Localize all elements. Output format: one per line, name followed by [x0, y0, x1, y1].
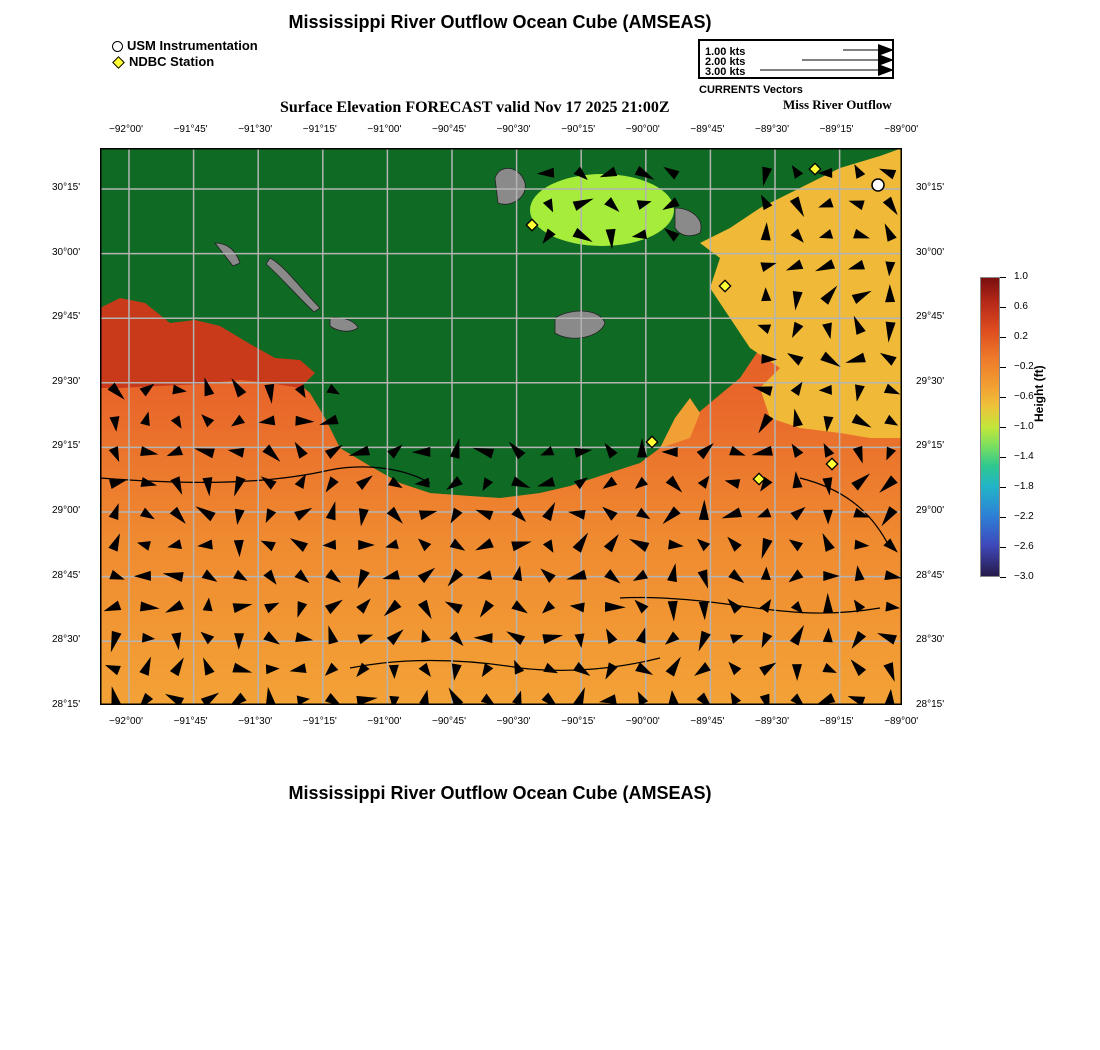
lat-tick-left: 29°00' [52, 505, 81, 516]
lon-tick-bottom: −89°30' [755, 716, 789, 727]
vector-scale-arrows-icon [698, 39, 894, 79]
colorbar-tick-label: −1.8 [1014, 481, 1034, 492]
lon-tick-top: −91°15' [302, 124, 337, 135]
colorbar-tick-mark [1000, 577, 1006, 578]
colorbar-tick-label: −1.4 [1014, 451, 1034, 462]
colorbar-tick-label: −0.2 [1014, 361, 1034, 372]
ndbc-legend-label: NDBC Station [129, 54, 215, 69]
lat-tick-right: 29°45' [916, 311, 945, 323]
vector-scale-1kt: 1.00 kts [705, 46, 746, 58]
lon-tick-bottom: −92°00' [109, 716, 143, 727]
lat-tick-right: 30°15' [916, 182, 945, 193]
lon-tick-bottom: −89°45' [690, 716, 725, 727]
lon-tick-bottom: −90°45' [432, 716, 466, 727]
lon-tick-top: −91°30' [238, 124, 273, 135]
colorbar-tick-mark [1000, 517, 1006, 518]
lat-tick-right: 30°00' [916, 246, 945, 258]
lon-tick-top: −91°45' [173, 124, 208, 135]
lon-tick-top: −90°00' [625, 124, 660, 135]
lat-tick-left: 29°45' [52, 311, 81, 323]
lon-tick-top: −92°00' [109, 124, 143, 135]
station-legend [112, 38, 258, 70]
lon-tick-bottom: −89°00' [884, 716, 919, 727]
lon-tick-top: −89°30' [755, 124, 789, 135]
lon-tick-bottom: −91°45' [173, 716, 208, 727]
lon-tick-bottom: −90°30' [496, 716, 531, 727]
lon-tick-bottom: −90°00' [625, 716, 660, 727]
colorbar-tick-mark [1000, 397, 1006, 398]
lat-tick-left: 29°15' [52, 440, 81, 452]
lon-tick-top: −89°45' [690, 124, 725, 135]
usm-legend-label: USM Instrumentation [127, 38, 258, 53]
colorbar-tick-mark [1000, 277, 1006, 278]
lat-tick-left: 30°15' [52, 182, 81, 193]
colorbar-tick-label: −1.0 [1014, 421, 1034, 432]
colorbar-tick-mark [1000, 457, 1006, 458]
lat-tick-left: 29°30' [52, 375, 81, 387]
lon-tick-bottom: −89°15' [819, 716, 854, 727]
colorbar-tick-mark [1000, 367, 1006, 368]
map-svg [100, 148, 902, 705]
lon-tick-top: −89°15' [819, 124, 854, 135]
colorbar-tick-label: −3.0 [1014, 571, 1034, 582]
lat-tick-left: 28°45' [52, 569, 81, 581]
vector-scale-box [698, 39, 894, 79]
colorbar-tick-mark [1000, 337, 1006, 338]
vector-scale-3kt: 3.00 kts [705, 66, 746, 78]
usm-legend-entry [112, 38, 258, 54]
colorbar [980, 277, 1000, 577]
lat-tick-right: 29°00' [916, 505, 945, 516]
colorbar-tick-mark [1000, 547, 1006, 548]
lon-tick-bottom: −91°15' [302, 716, 337, 727]
colorbar-title: Height (ft) [1032, 365, 1046, 422]
region-label: Miss River Outflow [783, 97, 892, 112]
colorbar-tick-label: −2.2 [1014, 511, 1034, 522]
lat-tick-right: 29°15' [916, 440, 945, 452]
lon-tick-bottom: −91°30' [238, 716, 273, 727]
map-subtitle: Surface Elevation FORECAST valid Nov 17 2025 21:00Z [280, 99, 670, 116]
lon-tick-top: −89°00' [884, 124, 919, 135]
bottom-title: Mississippi River Outflow Ocean Cube (AMSEAS) [288, 783, 712, 803]
lat-tick-right: 28°45' [916, 569, 945, 581]
colorbar-tick-label: −0.6 [1014, 391, 1034, 402]
lon-tick-bottom: −90°15' [561, 716, 596, 727]
lon-tick-top: −91°00' [367, 124, 402, 135]
lon-tick-top: −90°30' [496, 124, 531, 135]
colorbar-tick-label: 0.2 [1014, 331, 1028, 342]
colorbar-tick-mark [1000, 487, 1006, 488]
colorbar-tick-mark [1000, 427, 1006, 428]
colorbar-tick-label: 0.6 [1014, 301, 1028, 312]
lon-tick-top: −90°45' [432, 124, 466, 135]
lat-tick-right: 29°30' [916, 375, 945, 387]
vector-scale-2kt: 2.00 kts [705, 56, 746, 68]
page-title: Mississippi River Outflow Ocean Cube (AMSEAS) [288, 12, 712, 32]
colorbar-tick-mark [1000, 307, 1006, 308]
colorbar-tick-label: 1.0 [1014, 271, 1028, 282]
usm-station [872, 179, 884, 191]
lat-tick-left: 28°15' [52, 698, 81, 710]
lon-tick-top: −90°15' [561, 124, 596, 135]
lat-tick-right: 28°30' [916, 634, 945, 646]
colorbar-tick-label: −2.6 [1014, 541, 1034, 552]
ndbc-diamond-icon [112, 56, 125, 69]
usm-circle-icon [112, 41, 123, 52]
surface-elevation-map [100, 148, 902, 705]
lat-tick-right: 28°15' [916, 698, 945, 710]
lon-tick-bottom: −91°00' [367, 716, 402, 727]
lat-tick-left: 28°30' [52, 634, 81, 646]
lat-tick-left: 30°00' [52, 246, 81, 258]
ndbc-legend-entry [112, 54, 258, 70]
vector-caption: CURRENTS Vectors [699, 84, 803, 96]
